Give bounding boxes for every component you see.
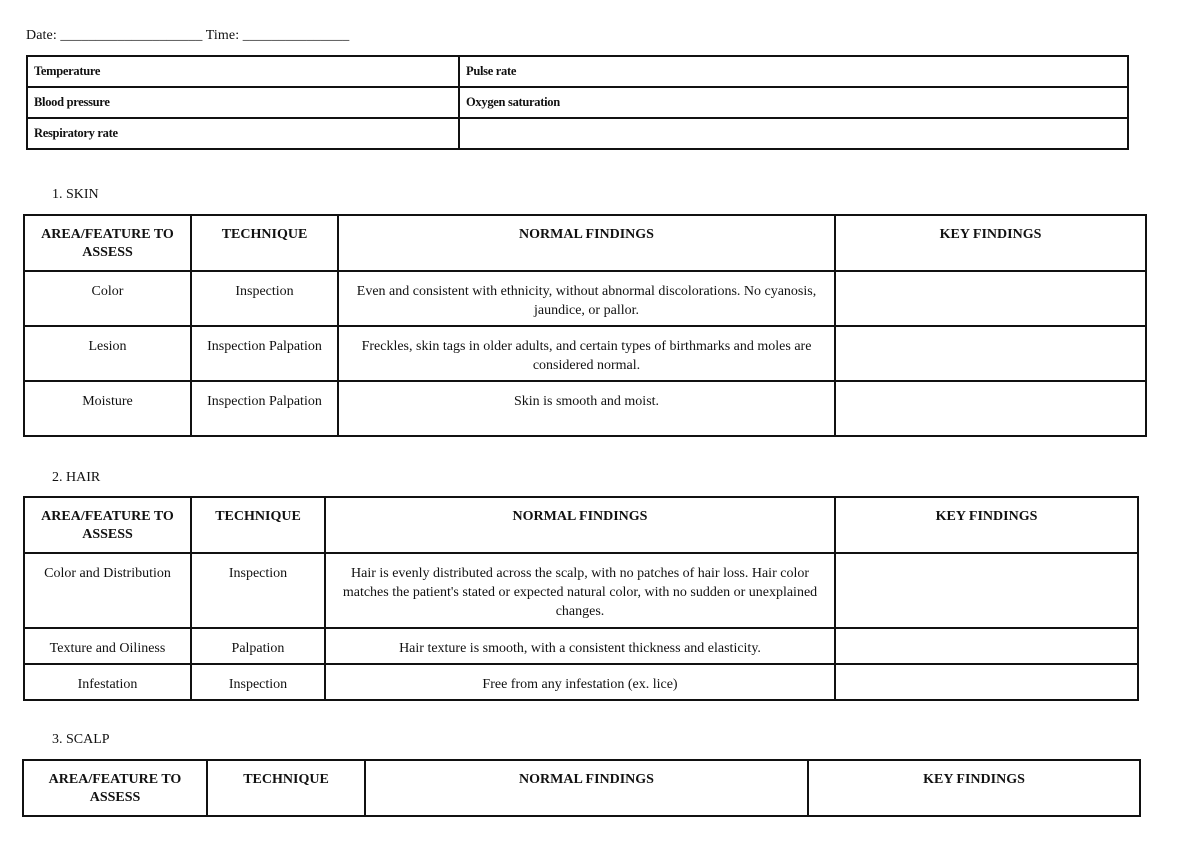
date-time-line: Date: ____________________ Time: _______________ <box>26 28 350 43</box>
area-cell: Color and Distribution <box>24 553 191 628</box>
column-header-technique: TECHNIQUE <box>191 497 325 553</box>
column-header-key-findings: KEY FINDINGS <box>835 497 1138 553</box>
key-findings-cell[interactable] <box>835 326 1146 381</box>
key-findings-cell[interactable] <box>835 271 1146 326</box>
hair-assessment-table <box>23 496 1139 701</box>
column-header-technique: TECHNIQUE <box>207 760 365 816</box>
scalp-assessment-table <box>22 759 1141 817</box>
column-header-key-findings: KEY FINDINGS <box>808 760 1140 816</box>
area-cell: Infestation <box>24 664 191 700</box>
vital-signs-table <box>26 55 1129 150</box>
column-header-normal-findings: NORMAL FINDINGS <box>338 215 835 271</box>
normal-findings-cell: Hair is evenly distributed across the scalp, with no patches of hair loss. Hair color matches the patient's stated or expected natural color, with no sudden or unexplained changes. <box>325 553 835 628</box>
column-header-normal-findings: NORMAL FINDINGS <box>365 760 808 816</box>
column-header-area: AREA/FEATURE TO ASSESS <box>24 497 191 553</box>
table-header-row <box>23 760 1140 816</box>
column-header-area: AREA/FEATURE TO ASSESS <box>23 760 207 816</box>
normal-findings-cell: Hair texture is smooth, with a consistent thickness and elasticity. <box>325 628 835 664</box>
table-header-row <box>24 215 1146 271</box>
technique-cell: Inspection Palpation <box>191 326 338 381</box>
section-title-skin: 1. SKIN <box>52 187 99 202</box>
oxygen-saturation-cell[interactable]: Oxygen saturation <box>459 87 1128 118</box>
table-row <box>24 271 1146 326</box>
normal-findings-cell: Even and consistent with ethnicity, without abnormal discolorations. No cyanosis, jaundice, or pallor. <box>338 271 835 326</box>
table-row <box>27 118 1128 149</box>
section-title-scalp: 3. SCALP <box>52 732 110 747</box>
normal-findings-cell: Skin is smooth and moist. <box>338 381 835 436</box>
area-cell: Lesion <box>24 326 191 381</box>
normal-findings-cell: Free from any infestation (ex. lice) <box>325 664 835 700</box>
table-row <box>24 628 1138 664</box>
pulse-rate-cell[interactable]: Pulse rate <box>459 56 1128 87</box>
empty-vital-cell[interactable] <box>459 118 1128 149</box>
column-header-area: AREA/FEATURE TO ASSESS <box>24 215 191 271</box>
column-header-normal-findings: NORMAL FINDINGS <box>325 497 835 553</box>
blood-pressure-cell[interactable]: Blood pressure <box>27 87 459 118</box>
technique-cell: Inspection <box>191 553 325 628</box>
key-findings-cell[interactable] <box>835 553 1138 628</box>
technique-cell: Inspection Palpation <box>191 381 338 436</box>
table-row <box>24 326 1146 381</box>
area-cell: Texture and Oiliness <box>24 628 191 664</box>
technique-cell: Inspection <box>191 271 338 326</box>
area-cell: Color <box>24 271 191 326</box>
table-row <box>24 664 1138 700</box>
technique-cell: Inspection <box>191 664 325 700</box>
area-cell: Moisture <box>24 381 191 436</box>
table-row <box>24 381 1146 436</box>
key-findings-cell[interactable] <box>835 628 1138 664</box>
normal-findings-cell: Freckles, skin tags in older adults, and certain types of birthmarks and moles are considered normal. <box>338 326 835 381</box>
section-title-hair: 2. HAIR <box>52 470 101 485</box>
table-row <box>24 553 1138 628</box>
table-header-row <box>24 497 1138 553</box>
table-row <box>27 56 1128 87</box>
key-findings-cell[interactable] <box>835 664 1138 700</box>
key-findings-cell[interactable] <box>835 381 1146 436</box>
respiratory-rate-cell[interactable]: Respiratory rate <box>27 118 459 149</box>
column-header-key-findings: KEY FINDINGS <box>835 215 1146 271</box>
table-row <box>27 87 1128 118</box>
column-header-technique: TECHNIQUE <box>191 215 338 271</box>
skin-assessment-table <box>23 214 1147 437</box>
temperature-cell[interactable]: Temperature <box>27 56 459 87</box>
technique-cell: Palpation <box>191 628 325 664</box>
